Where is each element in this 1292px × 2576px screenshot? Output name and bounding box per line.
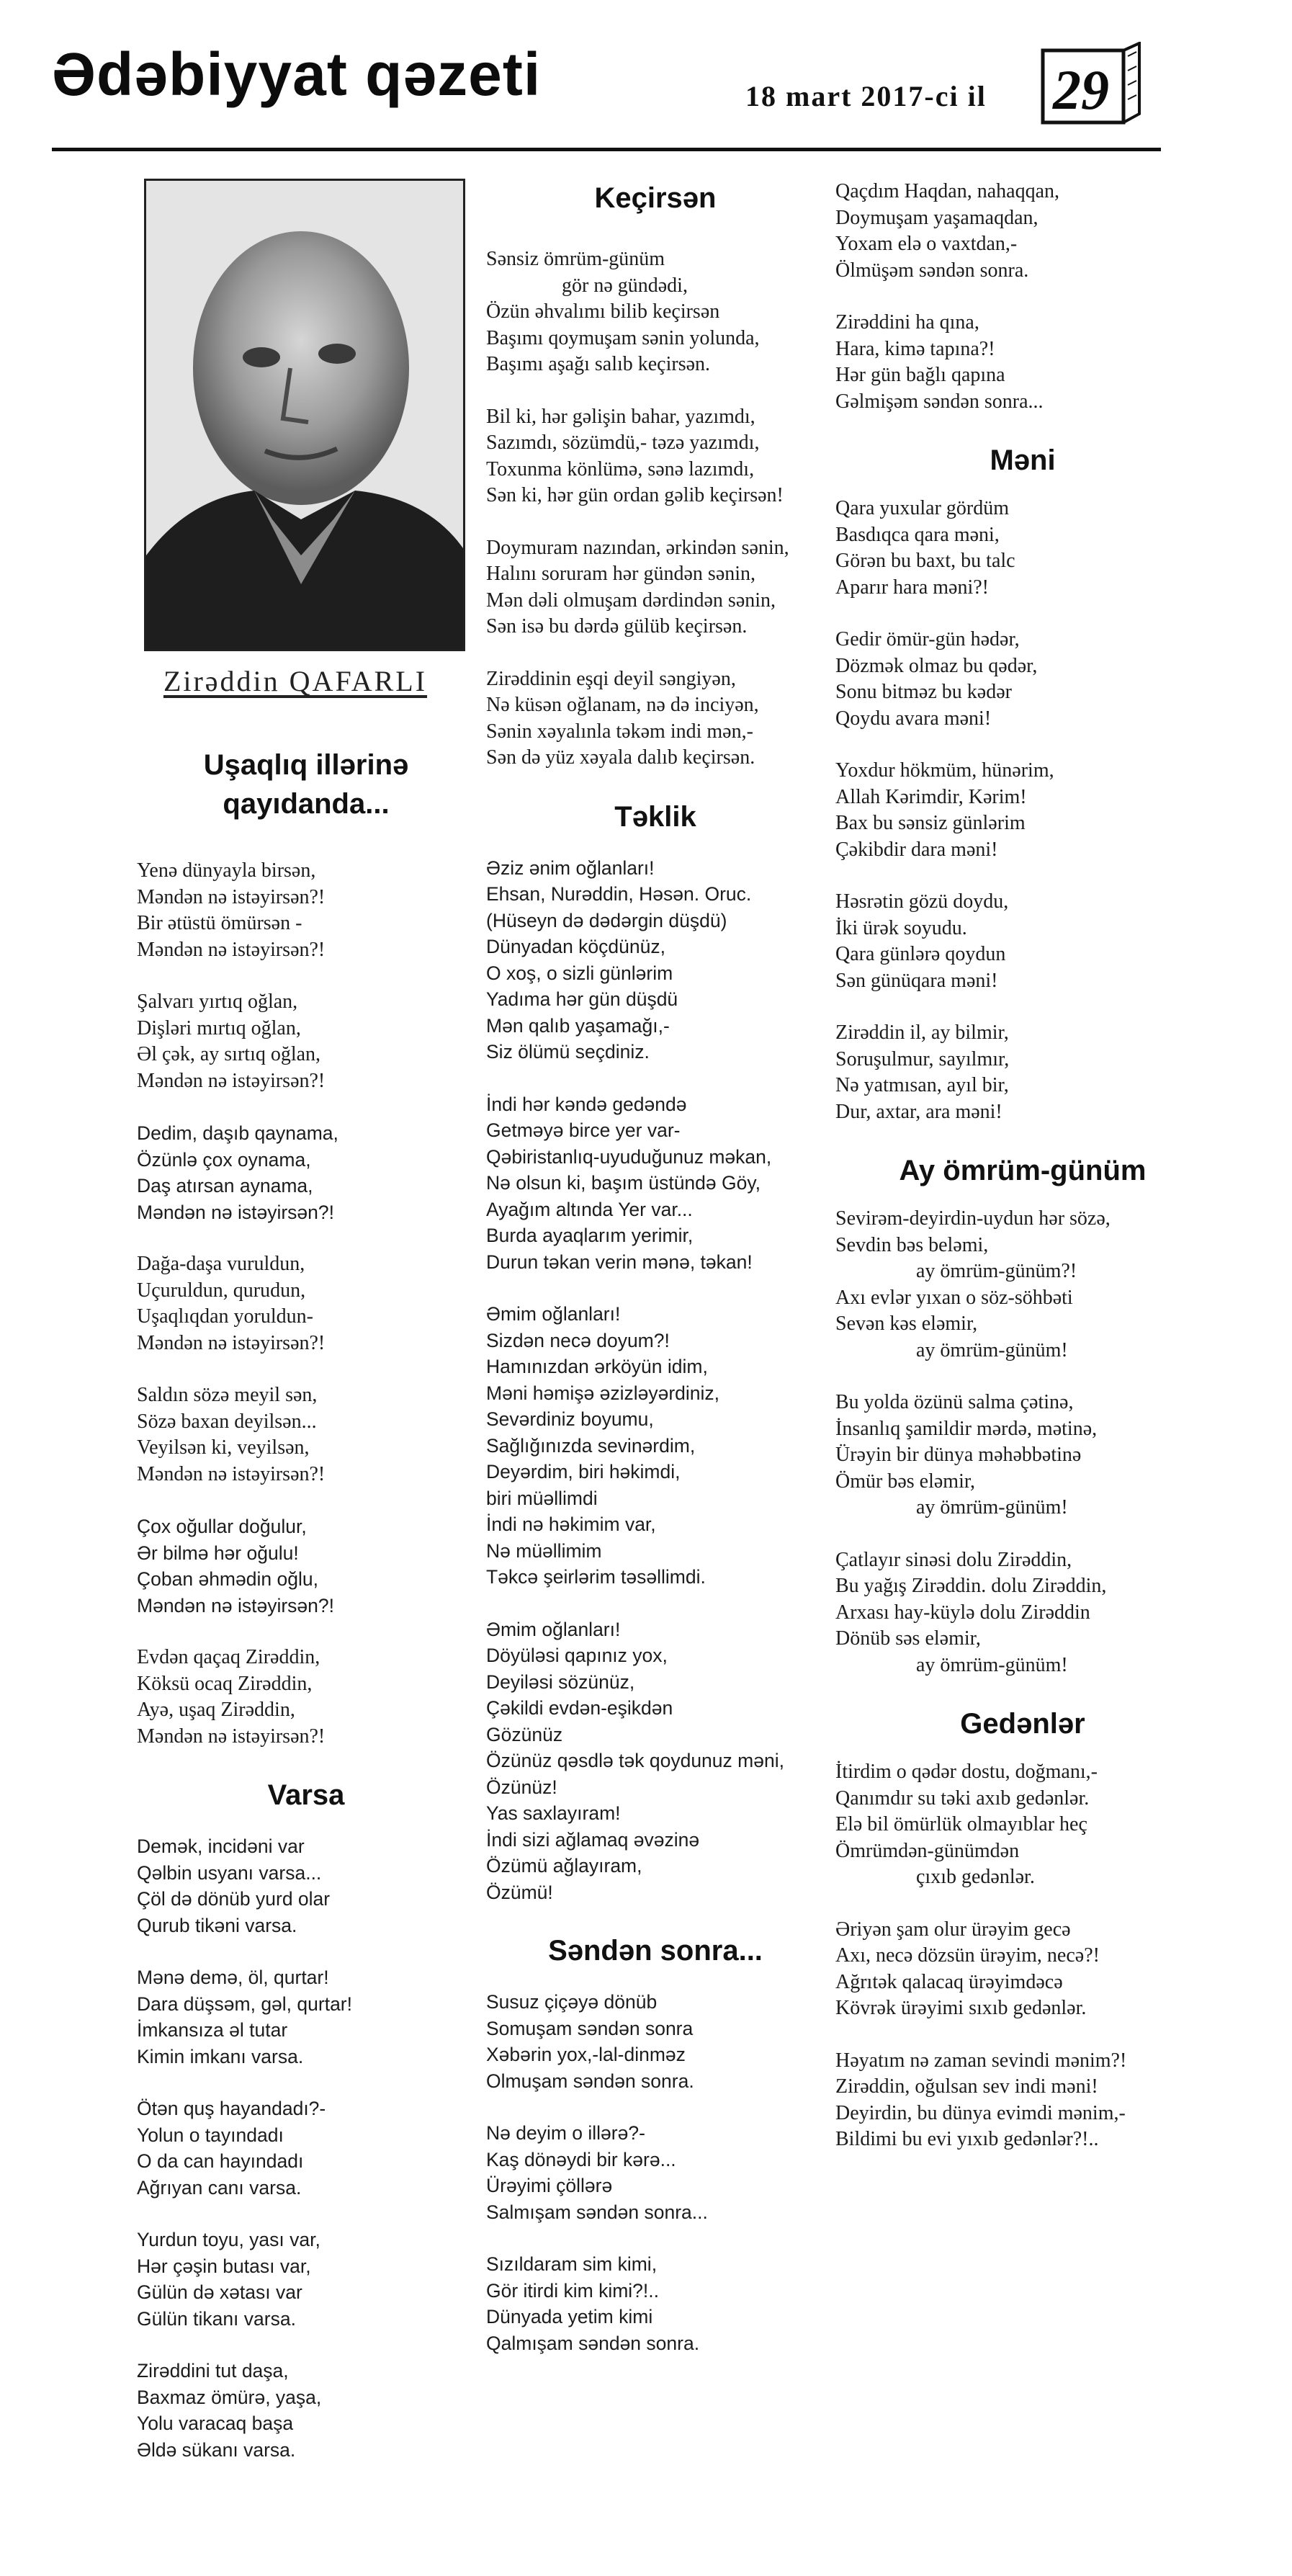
poem-line: Deyiləsi sözünüz, [486,1671,635,1693]
stanza [835,1390,1224,1521]
poem-line: Şalvarı yırtıq oğlan, [137,990,298,1013]
poem-line: Sazımdı, sözümdü,- təzə yazımdı, [486,431,760,454]
poem-line: Yadıma hər gün düşdü [486,988,678,1010]
poem-line: Kövrək ürəyimi sıxıb gedənlər. [835,1997,1087,2019]
poem-line: Dözmək olmaz bu qədər, [835,654,1038,677]
poem-line: Əmim oğlanları! [486,1303,621,1325]
poem-line: Hara, kimə tapına?! [835,337,995,360]
poem-line: Doymuram nazından, ərkindən sənin, [486,536,789,559]
poem-line: Sənsiz ömrüm-günüm [486,248,665,270]
poem-line: Gör itirdi kim kimi?!.. [486,2279,659,2302]
stanza [137,1251,475,1356]
poem-line: Ömür bəs eləmir, [835,1470,976,1493]
stanza [835,627,1224,732]
stanza [486,535,861,640]
poem-line: Halını soruram hər gündən sənin, [486,563,756,585]
poem-line: Saldın sözə meyil sən, [137,1384,318,1406]
stanza [835,2048,1224,2153]
poem-line: Başımı aşağı salıb keçirsən. [486,353,711,375]
poem-title-gedenler: Gedənlər [960,1708,1085,1740]
poem-line: Allah Kərimdir, Kərim! [835,785,1027,808]
poem-line: Olmuşam səndən sonra. [486,2070,694,2092]
poem-line: İmkansıza əl tutar [137,2019,288,2041]
poem-line: Sənin xəyalınla təkəm indi mən,- [486,720,753,743]
poem-line: Qara günlərə qoydun [835,943,1006,965]
poem-line: Məndən nə istəyirsən?! [137,885,326,908]
stanza [137,858,475,963]
poem-line: Doymuşam yaşamaqdan, [835,206,1038,229]
poem-line: İndi nə həkimim var, [486,1513,656,1535]
poem-line: gör nə gündədi, [562,274,688,297]
poem-line: Veyilsən ki, veyilsən, [137,1436,310,1459]
poem-line: Getməyə birce yer var- [486,1119,681,1141]
poem-line: Sözə baxan deyilsən... [137,1410,317,1433]
newspaper-title: Ədəbiyyat qəzeti [52,40,542,108]
poem-line: Sən ki, hər gün ordan gəlib keçirsən! [486,484,784,506]
poem-line: Sən də yüz xəyala dalıb keçirsən. [486,746,755,769]
poem-line: İtirdim o qədər dostu, doğmanı,- [835,1761,1098,1783]
poem-line: Arxası hay-küylə dolu Zirəddin [835,1601,1090,1624]
poem-line: Sevirəm-deyirdin-uydun hər sözə, [835,1207,1111,1230]
stanza [486,855,861,1065]
poem-line: Hər çəşin butası var, [137,2255,311,2277]
poem-line: Çoban əhmədin oğlu, [137,1568,318,1590]
poem-line: Qəlbin usyanı varsa... [137,1861,322,1884]
stanza [486,2120,861,2225]
poem-line: İnsanlıq şamildir mərdə, mətinə, [835,1417,1098,1440]
poem-line: Bu yolda özünü salma çətinə, [835,1391,1074,1413]
poem-title-senden-sonra: Səndən sonra... [548,1935,763,1967]
poem-line: Dara düşsəm, gəl, qurtar! [137,1993,352,2015]
poem-line: Gülün tikanı varsa. [137,2307,296,2330]
stanza [486,404,861,509]
poem-line: Yurdun toyu, yası var, [137,2229,320,2250]
poem-line: Qanımdır su təki axıb gedənlər. [835,1786,1090,1810]
poem-line: Kimin imkanı varsa. [137,2045,304,2067]
poem-line: Qəbiristanlıq-uyuduğunuz məkan, [486,1145,772,1168]
poem-line: Hər gün bağlı qapına [835,364,1005,386]
poem-line: Nə küsən oğlanam, nə də inciyən, [486,694,759,716]
author-portrait-image [146,181,463,649]
poem-line: Sizdən necə doyum?! [486,1329,670,1351]
poem-line: Evdən qaçaq Zirəddin, [137,1646,320,1668]
poem-title-usaqliq-2: qayıdanda... [223,788,390,820]
poem-line: Deyərdim, biri həkimdi, [486,1461,681,1482]
stanza [137,1513,475,1619]
poem-line: Həsrətin gözü doydu, [835,890,1009,913]
poem-line: Siz ölümü seçdiniz. [486,1041,650,1063]
poem-line: Nə olsun ki, başım üstündə Göy, [486,1172,761,1194]
stanza [137,1645,475,1750]
poem-line: Qara yuxular gördüm [835,497,1010,519]
poem-line: Axı evlər yıxan o söz-söhbəti [835,1286,1073,1309]
poem-line: Çəkibdir dara məni! [835,838,998,861]
poem-line: Yolu varacaq başa [137,2412,294,2434]
poem-line: Yoxdur hökmüm, hünərim, [835,759,1054,782]
poem-teklik [486,855,861,1906]
column-1 [137,179,475,2489]
stanza [137,1964,475,2070]
poem-line: Ayağım altında Yer var... [486,1198,693,1220]
poem-line: Zirəddini tut daşa, [137,2360,289,2382]
poem-senden-sonra-part-1 [486,1989,861,2356]
stanza [137,1833,475,1938]
poem-line: Qaçdım Haqdan, nahaqqan, [835,180,1059,202]
poem-line: Çox oğullar doğulur, [137,1516,307,1537]
poem-title-varsa: Varsa [267,1779,345,1811]
poem-line: Məndən nə istəyirsən?! [137,1331,326,1354]
poem-line: ay ömrüm-günüm! [916,1496,1068,1519]
poem-line: Məndən nə istəyirsən?! [137,1201,334,1223]
stanza [137,2358,475,2463]
poem-line: Məni həmişə əzizləyərdiniz, [486,1382,720,1404]
poem-line: Məndən nə istəyirsən?! [137,938,326,961]
poem-gedenler [835,1759,1224,2153]
poem-title-meni: Məni [990,444,1056,476]
poem-varsa [137,1833,475,2463]
poem-line: Durun təkan verin mənə, təkan! [486,1251,753,1273]
poem-line: Bil ki, hər gəlişin bahar, yazımdı, [486,405,755,428]
poem-line: Sevərdiniz boyumu, [486,1408,654,1430]
poem-line: Sonu bitməz bu kədər [835,681,1012,703]
poem-line: Nə yatmısan, ayıl bir, [835,1074,1009,1096]
column-2 [486,179,861,2382]
poem-line: Ötən quş hayandadı?- [137,2098,326,2119]
poem-line: Nə müəllimim [486,1539,602,1562]
poem-line: Ehsan, Nurəddin, Həsən. Oruc. [486,883,752,905]
poem-line: Dünyada yetim kimi [486,2306,653,2327]
stanza [486,1301,861,1591]
poem-meni [835,496,1224,1125]
poem-line: Mən dəli olmuşam dərdindən sənin, [486,589,776,612]
poem-line: Susuz çiçəyə dönüb [486,1991,658,2013]
poem-line: Bir ətüstü ömürsən - [137,912,302,934]
poem-line: Yolun o tayındadı [137,2124,284,2146]
poem-line: ay ömrüm-günüm?! [916,1260,1077,1282]
poem-line: Qalmışam səndən sonra. [486,2332,700,2354]
poem-line: Sevdin bəs beləmi, [835,1233,989,1256]
poem-line: Bu yağış Zirəddin. dolu Zirəddin, [835,1575,1107,1597]
poem-line: Baxmaz ömürə, yaşa, [137,2386,322,2408]
poem-line: Dur, axtar, ara məni! [835,1100,1002,1123]
poem-line: Zirəddini ha qına, [835,311,979,334]
poem-line: Əriyən şam olur ürəyim gecə [835,1918,1071,1941]
poem-line: Elə bil ömürlük olmayıblar heç [835,1813,1087,1835]
poem-line: Aparır hara məni?! [835,576,989,599]
poem-line: Məndən nə istəyirsən?! [137,1069,326,1092]
poem-line: Uşaqlıqdan yoruldun- [137,1305,313,1328]
poem-line: Əl çək, ay sırtıq oğlan, [137,1043,321,1065]
poem-line: Hamınızdan ərköyün idim, [486,1356,708,1377]
poem-line: Özünüz qəsdlə tək qoydunuz məni, [486,1750,784,1771]
stanza [835,179,1224,284]
poem-line: Nə deyim o illərə?- [486,2122,645,2144]
stanza [486,1989,861,2094]
poem-line: Dedim, daşıb qaynama, [137,1122,338,1144]
poem-line: O xoş, o sizli günlərim [486,962,673,984]
poem-line: Başımı qoymuşam sənin yolunda, [486,326,760,349]
poem-line: Bildimi bu evi yıxıb gedənlər?!.. [835,2128,1099,2150]
poem-title-ay-omrum-gunum: Ay ömrüm-günüm [899,1155,1147,1186]
stanza [835,889,1224,994]
poem-line: Uçuruldun, qurudun, [137,1279,306,1302]
poem-line: Xəbərin yox,-lal-dinməz [486,2044,686,2065]
poem-line: Sən günüqara məni! [835,969,998,992]
poem-line: Çəkildi evdən-eşikdən [486,1697,673,1719]
stanza [835,758,1224,863]
stanza [835,1206,1224,1364]
poem-line: Ağrıtək qalacaq ürəyimdəcə [835,1970,1063,1993]
poem-line: Qoydu avara məni! [835,707,992,730]
poem-kecirsen [486,246,861,772]
poem-line: Özümü! [486,1881,553,1903]
poem-line: Bax bu sənsiz günlərim [835,812,1026,834]
author-photo [144,179,465,651]
poem-line: Ayə, uşaq Zirəddin, [137,1699,295,1721]
poem-line: Gülün də xətası var [137,2281,302,2303]
poem-line: Sən isə bu dərdə gülüb keçirsən. [486,615,748,638]
poem-line: Dağa-daşa vuruldun, [137,1253,305,1275]
stanza [486,1091,861,1276]
page-number: 29 [1053,58,1109,121]
poem-line: Somuşam səndən sonra [486,2017,694,2039]
poem-line: Dönüb səs eləmir, [835,1627,981,1650]
poem-title-kecirsen: Keçirsən [594,182,717,214]
poem-line: Sevən kəs eləmir, [835,1312,978,1335]
poem-usaqliq [137,858,475,1750]
poem-line: Məndən nə istəyirsən?! [137,1725,326,1748]
poem-line: Dünyadan köçdünüz, [486,936,665,957]
stanza [137,2227,475,2332]
page-number-box [1037,42,1145,128]
poem-ay-omrum-gunum [835,1206,1224,1678]
poem-line: Basdıqca qara məni, [835,523,1000,546]
poem-line: ay ömrüm-günüm! [916,1338,1068,1361]
poem-line: Gözünüz [486,1723,563,1745]
poem-line: Demək, incidəni var [137,1835,305,1857]
stanza [835,1917,1224,2022]
poem-line: Gedir ömür-gün hədər, [835,628,1020,650]
poem-line: Özün əhvalımı bilib keçirsən [486,300,720,323]
poem-line: Məndən nə istəyirsən?! [137,1462,326,1485]
poem-line: Əziz ənim oğlanları! [486,857,655,879]
poem-line: İndi hər kəndə gedəndə [486,1093,687,1115]
poem-line: Ağrıyan canı varsa. [137,2176,302,2199]
poem-line: çıxıb gedənlər. [916,1866,1035,1888]
poem-line: (Hüseyn də dədərgin düşdü) [486,909,727,931]
poem-senden-sonra-part-2 [835,179,1224,415]
poem-line: Dişləri mırtıq oğlan, [137,1016,301,1039]
poem-line: ay ömrüm-günüm! [916,1653,1068,1676]
stanza [137,1382,475,1488]
poem-line: Təkcə şeirlərim təsəllimdi. [486,1566,706,1588]
stanza [137,1120,475,1225]
stanza [486,246,861,378]
poem-line: Gəlmişəm səndən sonra... [835,390,1044,413]
poem-line: Ürəyin bir dünya məhəbbətinə [835,1444,1082,1466]
poem-line: Daş atırsan aynama, [137,1175,313,1197]
poem-line: Zirəddinin eşqi deyil səngiyən, [486,667,736,690]
poem-line: Əmim oğlanları! [486,1618,621,1640]
poem-line: Zirəddin il, ay bilmir, [835,1021,1009,1044]
poem-line: Özünlə çox oynama, [137,1148,311,1171]
poem-line: Burda ayaqlarım yerimir, [486,1225,694,1246]
column-3 [835,179,1224,2179]
poem-line: Yoxam elə o vaxtdan,- [835,233,1018,255]
poem-line: Özünüz! [486,1776,557,1798]
poem-line: Əldə sükanı varsa. [137,2438,296,2461]
poem-line: Toxunma könlümə, sənə lazımdı, [486,457,755,480]
poem-line: Deyirdin, bu dünya evimdi mənim,- [835,2101,1126,2124]
poem-line: Özümü ağlayıram, [486,1855,642,1877]
poem-line: Sızıldaram sim kimi, [486,2253,658,2275]
poem-line: Mənə demə, öl, qurtar! [137,1967,329,1988]
poem-line: Zirəddin, oğulsan sev indi məni! [835,2075,1098,2098]
poem-line: İki ürək soyudu. [835,916,967,939]
poem-line: biri müəllimdi [486,1487,598,1509]
issue-date: 18 mart 2017-ci il [745,80,987,112]
poem-line: Ölmüşəm səndən sonra. [835,259,1029,282]
poem-line: Görən bu baxt, bu talc [835,550,1015,572]
poem-title-usaqliq-1: Uşaqlıq illərinə [203,749,409,781]
masthead-rule [52,148,1161,151]
poem-line: O da can hayındadı [137,2150,304,2172]
poem-line: Həyatım nə zaman sevindi mənim?! [835,2049,1127,2072]
poem-line: Köksü ocaq Zirəddin, [137,1672,313,1695]
poem-line: Salmışam səndən sonra... [486,2201,708,2223]
stanza [835,1020,1224,1125]
poem-line: Ər bilmə hər oğulu! [137,1542,299,1564]
stanza [835,496,1224,601]
author-name: Zirəddin QAFARLI [163,665,428,697]
stanza [835,1759,1224,1891]
stanza [486,2251,861,2356]
poem-line: Axı, necə dözsün ürəyim, necə?! [835,1944,1100,1967]
stanza [835,310,1224,415]
poem-line: Kaş dönəydi bir kərə... [486,2148,676,2170]
stanza [137,2096,475,2201]
poem-line: Soruşulmur, sayılmır, [835,1047,1010,1070]
poem-line: Məndən nə istəyirsən?! [137,1594,334,1616]
poem-line: İndi sizi ağlamaq əvəzinə [486,1828,700,1851]
stanza [137,989,475,1094]
poem-line: Mən qalıb yaşamağı,- [486,1014,670,1037]
stanza [486,666,861,772]
poem-line: Çatlayır sinəsi dolu Zirəddin, [835,1548,1072,1571]
poem-line: Ürəyimi çöllərə [486,2175,613,2196]
poem-line: Yas saxlayıram! [486,1802,621,1824]
poem-line: Döyüləsi qapınız yox, [486,1645,668,1666]
poem-line: Qurub tikəni varsa. [137,1914,297,1936]
stanza [486,1616,861,1906]
poem-line: Çöl də dönüb yurd olar [137,1888,331,1910]
poem-line: Sağlığınızda sevinərdim, [486,1434,696,1457]
poem-title-teklik: Təklik [614,800,696,833]
poem-line: Ömrümdən-günümdən [835,1839,1020,1862]
stanza [835,1547,1224,1679]
masthead [0,0,1292,166]
poem-line: Yenə dünyayla birsən, [137,859,316,882]
